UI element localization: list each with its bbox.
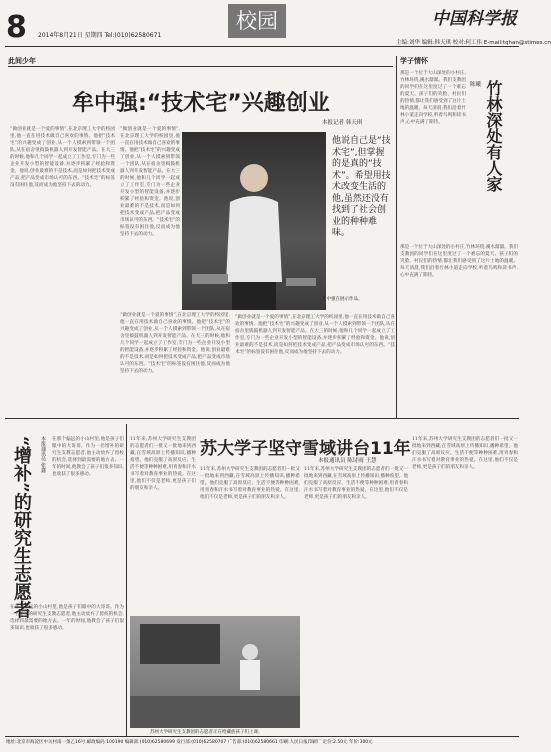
page-number: 8 xyxy=(6,10,27,45)
body-tibet-col2: 11年来,苏州大学研究生支教团的志愿者们一批又一批地来到西藏,在雪域高原上传播知识,播种希望。他们克服了高原反应、生活不便等种种困难,用青春和汗水书写着对教育事业的热爱。在这里,他们不仅是老师,更是孩子们的朋友和亲人。 xyxy=(200,467,300,500)
classroom-figure-icon xyxy=(130,616,300,728)
newspaper-brand: 中国科学报 xyxy=(432,9,517,29)
body-volunteer-col2: 在那个偏远的小山村里,他是孩子们眼中的大哥哥。作为一名增补的研究生支教志愿者,他主动放弃了留校的机会,选择到最需要的地方去。一年的时间,他教会了孩子们很多知识,也收获了很多感动。 xyxy=(10,605,124,631)
byline-bamboo: 陈曦 xyxy=(470,82,482,88)
photo-caption-tibet: 苏州大学研究生支教团的志愿者正在给藏族孩子们上课。 xyxy=(150,730,263,735)
headline-main: 牟中强:“技术宅”兴趣创业 xyxy=(72,91,330,116)
column-tag-feelings: 学子情怀 xyxy=(400,57,428,65)
body-volunteer-col1: 在那个偏远的小山村里,他是孩子们眼中的大哥哥。作为一名增补的研究生支教志愿者,他主动放弃了留校的机会,选择到最需要的地方去。一年的时间,他教会了孩子们很多知识,也收获了很多感动。 xyxy=(52,437,124,477)
column-divider-left xyxy=(126,424,127,736)
headline-bamboo: 竹林深处有人家 xyxy=(484,80,503,192)
body-tibet-col4: 11年来,苏州大学研究生支教团的志愿者们一批又一批地来到西藏,在雪域高原上传播知识,播种希望。他们克服了高原反应、生活不便等种种困难,用青春和汗水书写着对教育事业的热爱。在这里,他们不仅是老师,更是孩子们的朋友和亲人。 xyxy=(412,437,518,470)
headline-tibet: 苏大学子坚守雪域讲台11年 xyxy=(200,439,411,459)
editor-line: 主编:刘华 编辑:韩天琪 校对:何工伟 E-mail:tqhan@stimes.cn xyxy=(396,40,551,46)
footer-rule xyxy=(5,736,519,737)
body-main-col2: “做创业就是一个爱的事情”,在北京理工大学的校园里,他一直在用技术做自己喜欢的事情。他把“技术宅”的兴趣变成了创业,从一个人摸索到带领一个团队,从在宿舍里捣鼓机器人到开发智能产品。在大三的时候,他和几个同学一起成立了工作室,专门为一些企业开发小型的智能设备,并逐步积累了经验和资金。他说,创业最难的不是技术,而是如何把技术变成产品,把产品变成市场认可的东西。“技术宅”的标签没有困住他,反而成为他坚持下去的动力。 xyxy=(120,127,180,237)
section-divider xyxy=(5,418,519,419)
body-main-bottom: “做创业就是一个爱的事情”,在北京理工大学的校园里,他一直在用技术做自己喜欢的事情。他把“技术宅”的兴趣变成了创业,从一个人摸索到带领一个团队,从在宿舍里捣鼓机器人到开发智能产品。在大三的时候,他和几个同学一起成立了工作室,专门为一些企业开发小型的智能设备,并逐步积累了经验和资金。他说,创业最难的不是技术,而是如何把技术变成产品,把产品变成市场认可的东西。“技术宅”的标签没有困住他,反而成为他坚持下去的动力。 xyxy=(235,315,395,355)
column-tag-young: 此间少年 xyxy=(8,57,36,65)
column-divider-right xyxy=(396,56,397,418)
byline-main: 本报记者 韩天琪 xyxy=(322,120,363,126)
byline-tibet: 本报通讯员 陈诗雨 王慧 xyxy=(318,458,377,464)
classroom-photo xyxy=(130,616,300,728)
footer-info: 地址:北京市海淀区中关村南一条乙16号 邮政编码:100190 编辑部:(010)62580699 发行部:(010)62580707 广告部:(010)62580661 印刷:人民日报印刷厂 定价:2.50元 年价:300元 xyxy=(6,740,373,745)
byline-volunteer: 本报通讯员 张鑫 xyxy=(40,436,46,473)
body-main-col3: “做创业就是一个爱的事情”,在北京理工大学的校园里,他一直在用技术做自己喜欢的事情。他把“技术宅”的兴趣变成了创业,从一个人摸索到带领一个团队,从在宿舍里捣鼓机器人到开发智能产品。在大三的时候,他和几个同学一起成立了工作室,专门为一些企业开发小型的智能设备,并逐步积累了经验和资金。他说,创业最难的不是技术,而是如何把技术变成产品,把产品变成市场认可的东西。“技术宅”的标签没有困住他,反而成为他坚持下去的动力。 xyxy=(120,313,230,374)
photo-caption-main: 牟中强在展示作品。 xyxy=(322,297,363,302)
column-rule xyxy=(8,66,393,67)
pull-quote: 他说自己是“技术宅”,但掌握的是真的“技术”。希望用技术改变生活的他,虽然还没有找到了社会创业的种种难味。 xyxy=(332,136,391,238)
body-tibet-col3: 11年来,苏州大学研究生支教团的志愿者们一批又一批地来到西藏,在雪域高原上传播知识,播种希望。他们克服了高原反应、生活不便等种种困难,用青春和汗水书写着对教育事业的热爱。在这里,他们不仅是老师,更是孩子们的朋友和亲人。 xyxy=(304,467,408,500)
date-line: 2014年8月21日 星期四 Tel:(010)62580671 xyxy=(38,32,162,39)
body-tibet-col1: 11年来,苏州大学研究生支教团的志愿者们一批又一批地来到西藏,在雪域高原上传播知识,播种希望。他们克服了高原反应、生活不便等种种困难,用青春和汗水书写着对教育事业的热爱。在这里,他们不仅是老师,更是孩子们的朋友和亲人。 xyxy=(130,437,196,491)
student-figure-icon xyxy=(182,132,326,310)
body-bamboo-col2: 那是一个位于大山深处的小村庄,竹林环绕,溪水潺潺。我们支教团的同学们在这里度过了一个难忘的夏天。孩子们的笑脸、村民们的热情,都让我们感受到了这片土地的温暖。每天清晨,我们沿着竹林小道走向学校,听着鸟鸣和读书声,心中充满了期待。 xyxy=(400,245,518,278)
body-main-col1: “做创业就是一个爱的事情”,在北京理工大学的校园里,他一直在用技术做自己喜欢的事情。他把“技术宅”的兴趣变成了创业,从一个人摸索到带领一个团队,从在宿舍里捣鼓机器人到开发智能产品。在大三的时候,他和几个同学一起成立了工作室,专门为一些企业开发小型的智能设备,并逐步积累了经验和资金。他说,创业最难的不是技术,而是如何把技术变成产品,把产品变成市场认可的东西。“技术宅”的标签没有困住他,反而成为他坚持下去的动力。 xyxy=(10,127,115,188)
headline-volunteer: “增补”的研究生志愿者 xyxy=(11,436,32,619)
masthead-divider xyxy=(5,46,519,47)
student-photo xyxy=(182,132,326,310)
section-title: 校园 xyxy=(228,4,286,38)
body-bamboo-col1: 那是一个位于大山深处的小村庄,竹林环绕,溪水潺潺。我们支教团的同学们在这里度过了一个难忘的夏天。孩子们的笑脸、村民们的热情,都让我们感受到了这片土地的温暖。每天清晨,我们沿着竹林小道走向学校,听着鸟鸣和读书声,心中充满了期待。 xyxy=(400,71,466,125)
masthead xyxy=(0,0,551,50)
